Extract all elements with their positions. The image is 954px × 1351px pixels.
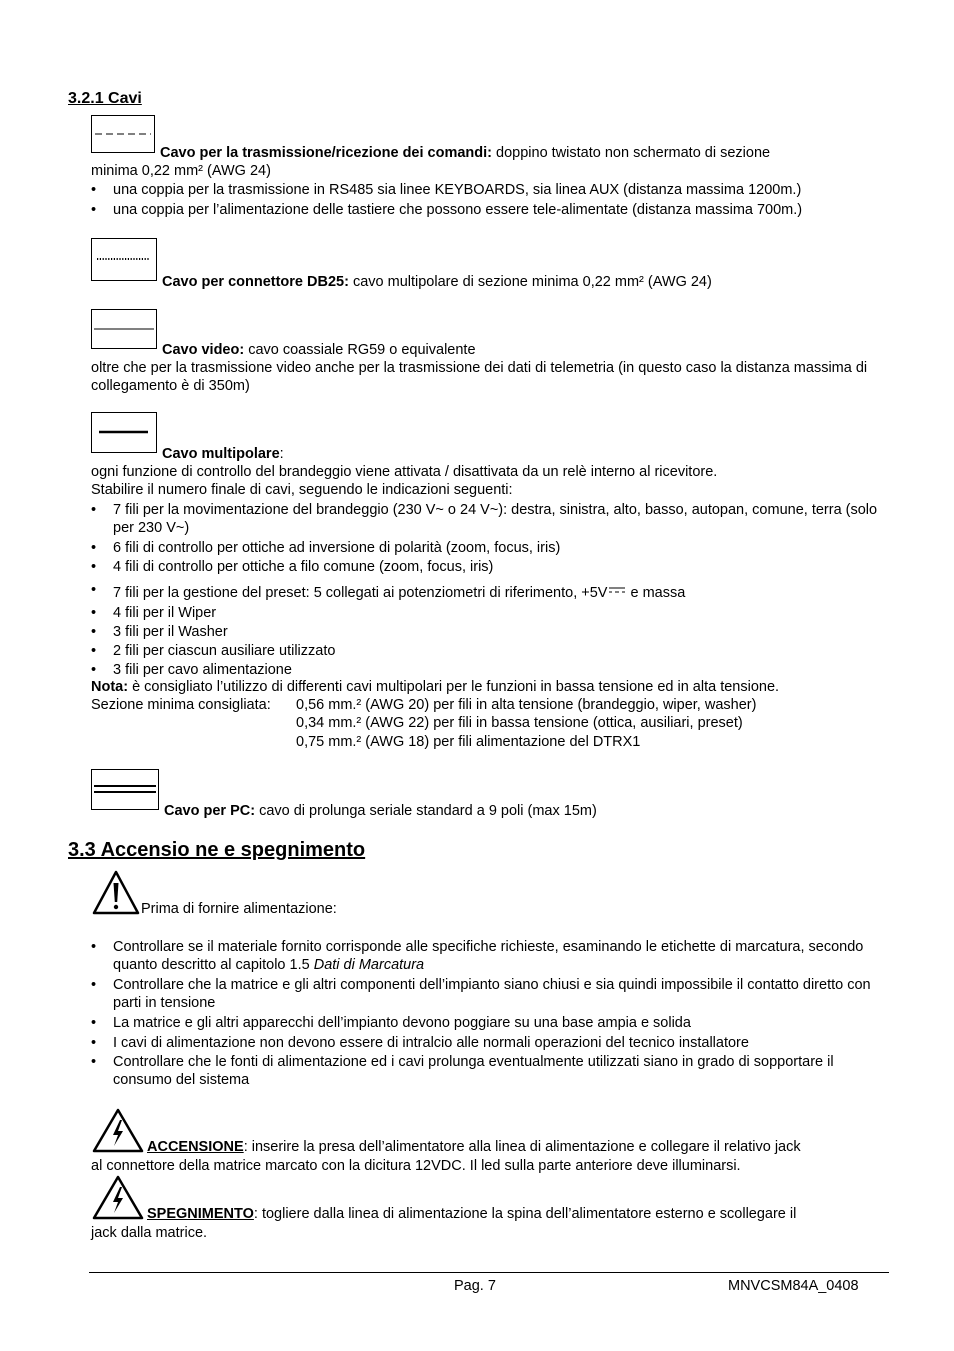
list-item: • 3 fili per il Washer [91,623,891,641]
footer-divider [89,1272,889,1273]
cable-db25-line [162,273,902,291]
spegnimento-line2: jack dalla matrice. [91,1225,208,1241]
accensione-text: : inserire la presa dell’alimentatore alla linea di alimentazione e collegare il relativo jack [243,1139,801,1155]
dotted-cable-icon [91,238,157,281]
cable-comandi-line2: minima 0,22 mm² (AWG 24) [91,163,271,179]
list-item: • 4 fili per il Wiper [91,604,891,622]
cable-pc-line [164,802,904,820]
section-heading-accensione: 3.3 Accensio ne e spegnimento [68,839,366,861]
sezione-value: 0,56 mm.² (AWG 20) per fili in alta tensione (brandeggio, wiper, washer) [296,697,757,713]
cable-multipolare-desc2: Stabilire il numero finale di cavi, seguendo le indicazioni seguenti: [91,482,513,498]
spegnimento-label: SPEGNIMENTO [147,1206,254,1222]
cable-pc-text: cavo di prolunga seriale standard a 9 poli (max 15m) [255,803,597,819]
dashed-cable-icon [91,115,155,153]
accensione-intro: Prima di fornire alimentazione: [141,901,337,917]
cable-comandi-list [91,181,891,219]
preset-text: 7 fili per la gestione del preset: 5 collegati ai potenziometri di riferimento, +5V [113,585,608,601]
list-item [91,938,891,974]
cable-multipolare-title: Cavo multipolare [162,446,280,462]
list-item-preset [91,581,891,602]
cable-comandi-text: doppino twistato non schermato di sezione [492,145,771,161]
nota-text: è consigliato l’utilizzo di differenti cavi multipolari per le funzioni in bassa tensione ed in alta tensione. [128,679,780,695]
list-item: • Controllare che la matrice e gli altri componenti dell’impianto siano chiusi e sia quindi impossibile il contatto diretto con parti in tensione [91,976,891,1012]
cable-pc-title: Cavo per PC: [164,803,256,819]
spegnimento-text: : togliere dalla linea di alimentazione la spina dell’alimentatore esterno e scollegare il [253,1206,797,1222]
nota-line [91,678,891,696]
cable-comandi-line1 [160,144,900,162]
nota-label: Nota: [91,679,129,695]
double-line-cable-icon [91,769,159,810]
document-code: MNVCSM84A_0408 [728,1278,859,1294]
cable-multipolare-desc1: ogni funzione di controllo del brandeggio viene attivata / disattivata da un relè interno al ricevitore. [91,464,718,480]
page-number: Pag. 7 [454,1278,496,1294]
spegnimento-line1 [147,1205,887,1223]
list-item: • una coppia per la trasmissione in RS485 sia linee KEYBOARDS, sia linea AUX (distanza massima 1200m.) [91,181,891,199]
section-heading-cavi: 3.2.1 Cavi [68,90,142,107]
cable-video-title: Cavo video: [162,342,245,358]
list-item: • 7 fili per la movimentazione del brandeggio (230 V~ o 24 V~): destra, sinistra, alto, basso, autopan, comune, terra (solo per 230 V~) [91,501,891,537]
warning-icon [92,870,140,916]
cable-db25-title: Cavo per connettore DB25: [162,274,349,290]
cable-multipolare-colon: : [279,446,284,462]
accensione-line2: al connettore della matrice marcato con la dicitura 12VDC. Il led sulla parte anteriore deve illuminarsi. [91,1158,741,1174]
thin-line-cable-icon [91,309,157,349]
cable-db25-text: cavo multipolare di sezione minima 0,22 mm² (AWG 24) [348,274,712,290]
cable-comandi-title: Cavo per la trasmissione/ricezione dei comandi: [160,145,492,161]
list-item-text: Controllare se il materiale fornito corrisponde alle specifiche richieste, esaminando le etichette di marcatura, secondo quanto descritto al capitolo 1.5 [113,939,864,973]
list-item: • 6 fili di controllo per ottiche ad inversione di polarità (zoom, focus, iris) [91,539,891,557]
accensione-label: ACCENSIONE [147,1139,244,1155]
cable-multipolare-line [162,445,902,463]
list-item-italic-ref: Dati di Marcatura [313,957,425,973]
sezione-value: 0,75 mm.² (AWG 18) per fili alimentazione del DTRX1 [296,734,641,750]
list-item: • I cavi di alimentazione non devono essere di intralcio alle normali operazioni del tecnico installatore [91,1034,891,1052]
dc-symbol-icon [608,581,626,589]
sezione-value: 0,34 mm.² (AWG 22) per fili in bassa tensione (ottica, ausiliari, preset) [296,715,743,731]
list-item: • 4 fili di controllo per ottiche a filo comune (zoom, focus, iris) [91,558,891,576]
accensione-checklist [91,938,891,1089]
list-item: • una coppia per l’alimentazione delle tastiere che possono essere tele-alimentate (distanza massima 700m.) [91,201,891,219]
list-item: • 2 fili per ciascun ausiliare utilizzato [91,642,891,660]
cable-video-description: oltre che per la trasmissione video anche per la trasmissione dei dati di telemetria (in questo caso la distanza massima di collegamento è di 350m) [91,360,868,394]
list-item: • 3 fili per cavo alimentazione [91,661,891,679]
cable-video-text: cavo coassiale RG59 o equivalente [244,342,476,358]
preset-text-end: e massa [626,585,686,601]
accensione-line1 [147,1138,887,1156]
thick-line-cable-icon [91,412,157,453]
electric-hazard-icon [92,1108,144,1154]
sezione-label: Sezione minima consigliata: [91,697,271,713]
list-item: • La matrice e gli altri apparecchi dell’impianto devono poggiare su una base ampia e solida [91,1014,891,1032]
electric-hazard-icon [92,1175,144,1221]
cable-video-line [162,341,902,359]
list-item: • Controllare che le fonti di alimentazione ed i cavi prolunga eventualmente utilizzati siano in grado di sopportare il consumo del sistema [91,1053,891,1089]
cable-multipolare-list [91,501,891,679]
